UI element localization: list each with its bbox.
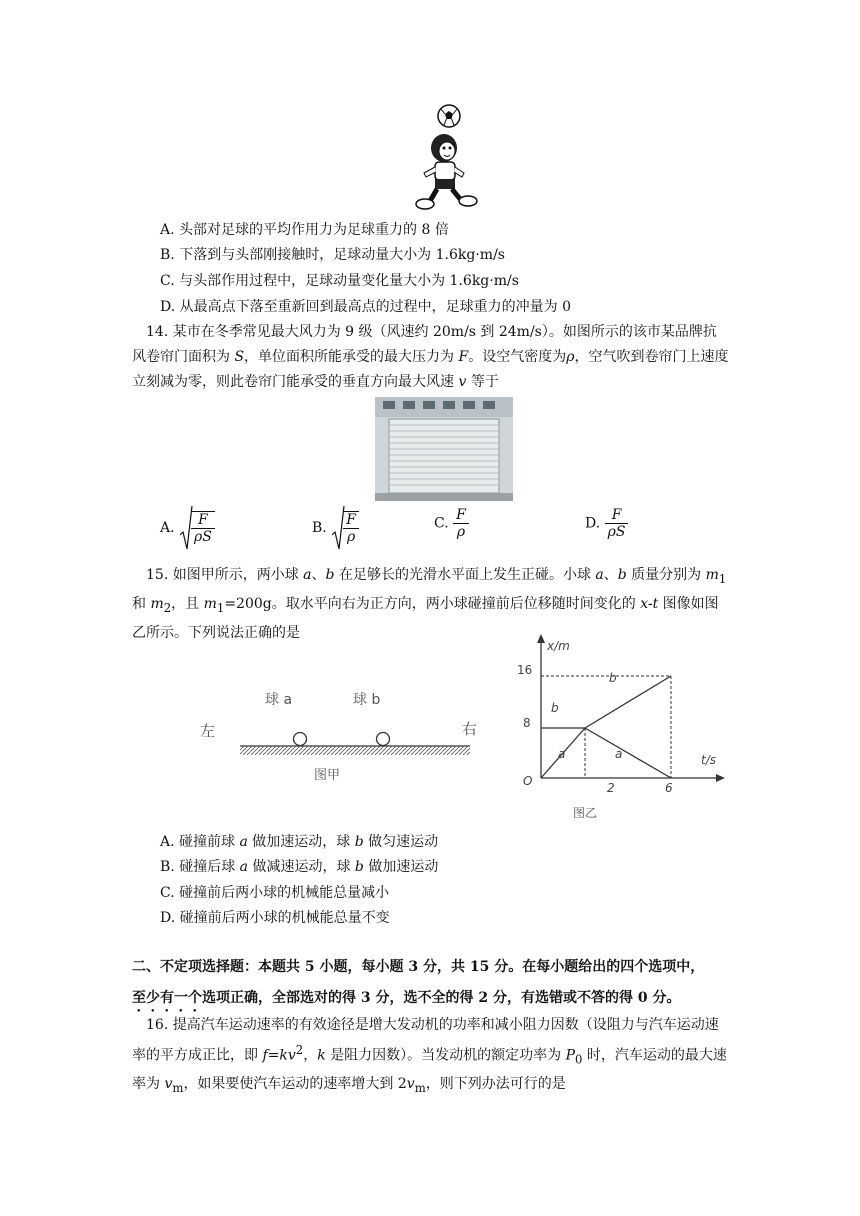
figure-jia-caption: 图甲 <box>314 768 341 783</box>
x-tick-6: 6 <box>665 781 673 795</box>
figure-yi-caption: 图乙 <box>573 806 598 820</box>
q15-option-a: A. 碰撞前球 a 做加速运动，球 b 做匀速运动 <box>160 834 439 850</box>
figure-jia <box>190 680 490 790</box>
section-2-heading <box>132 952 732 1015</box>
emphasis-text: 至少有一个 <box>132 990 202 1006</box>
q15-option-c: C. 碰撞前后两小球的机械能总量减小 <box>160 885 390 901</box>
y-axis-label: x/m <box>547 639 570 653</box>
ball-a-after-line <box>585 728 671 778</box>
q13-option-b: B. 下落到与头部刚接触时，足球动量大小为 1.6kg·m/s <box>160 247 505 263</box>
soccer-ball-icon <box>438 105 460 127</box>
ball-a <box>294 733 307 746</box>
y-tick-16: 16 <box>517 663 533 677</box>
line-label-b-after: b <box>609 671 617 685</box>
q15-stem: 15. 如图甲所示，两小球 a、b 在足够长的光滑水平面上发生正碰。小球 a、b 质量分别为 $m_1$ 和 $m_2$，且 $m_1=200g$。取水平向右为正方向，两小球碰撞前后位移随时间变化的 x-t 图像如图乙所示。下列说法正确的是 <box>132 567 727 641</box>
ball-a-label: 球 a <box>265 692 293 708</box>
q16-number: 16. <box>146 1017 169 1033</box>
q14-option-b: B. $\frac{F}{\rho}$ <box>312 505 359 551</box>
y-tick-8: 8 <box>523 716 531 730</box>
x-axis-label: t/s <box>701 753 716 767</box>
section-2-line-1: 二、不定项选择题：本题共 5 小题，每小题 3 分，共 15 分。在每小题给出的四个选项中， <box>132 959 705 975</box>
ball-b-after-line <box>585 676 671 728</box>
q14-option-c: C. $\frac{F}{\rho}$ <box>434 507 469 540</box>
q13-option-d: D. 从最高点下落至重新回到最高点的过程中，足球重力的冲量为 0 <box>160 299 571 315</box>
line-label-b-before: b <box>551 701 559 715</box>
q13-option-a: A. 头部对足球的平均作用力为足球重力的 8 倍 <box>160 222 449 238</box>
right-label: 右 <box>462 720 478 738</box>
q14-stem: 14. 某市在冬季常见最大风力为 9 级（风速约 20m/s 到 24m/s）。如图所示的该市某品牌抗风卷帘门面积为 S，单位面积所能承受的最大压力为 F。设空气密度为ρ，空气吹到卷帘门上速度立刻减为零，则此卷帘门能承受的垂直方向最大风速 v 等于 <box>132 324 729 390</box>
soccer-boy-illustration <box>408 103 480 215</box>
ground-hatch <box>240 746 470 755</box>
x-tick-2: 2 <box>607 781 615 795</box>
boy-figure <box>416 134 477 209</box>
q13-option-c: C. 与头部作用过程中，足球动量变化量大小为 1.6kg·m/s <box>160 273 519 289</box>
section-2-line-2: 至少有一个选项正确，全部选对的得 3 分，选不全的得 2 分，有选错或不答的得 0 分。 <box>132 990 681 1006</box>
line-label-a-after: a <box>615 747 623 761</box>
q14-option-a: A. $\frac{F}{\rho S}$ <box>160 505 215 551</box>
q14-number: 14. <box>146 324 169 340</box>
figure-yi-xt-graph <box>505 632 730 824</box>
rolling-door-photo <box>375 397 513 501</box>
q15-option-b: B. 碰撞后球 a 做减速运动，球 b 做加速运动 <box>160 859 439 875</box>
q15-option-d: D. 碰撞前后两小球的机械能总量不变 <box>160 910 390 926</box>
left-label: 左 <box>200 722 216 740</box>
line-label-a-before: a <box>558 747 566 761</box>
x-axis-arrow <box>716 774 725 782</box>
ball-b <box>377 733 390 746</box>
q14-option-d: D. $\frac{F}{\rho S}$ <box>585 507 628 540</box>
q15-number: 15. <box>146 567 169 583</box>
ball-b-label: 球 b <box>353 692 381 708</box>
y-axis-arrow <box>537 634 545 643</box>
origin-label: O <box>523 774 533 788</box>
q16-stem: 16. 提高汽车运动速率的有效途径是增大发动机的功率和减小阻力因数（设阻力与汽车运动速率的平方成正比，即 $f=kv^2$，k 是阻力因数）。当发动机的额定功率为 $P_0$ 时，汽车运动的最大速率为 $v_m$，如果要使汽车运动的速率增大到 $2v_m$，则下列办法可行的是 <box>132 1017 727 1096</box>
